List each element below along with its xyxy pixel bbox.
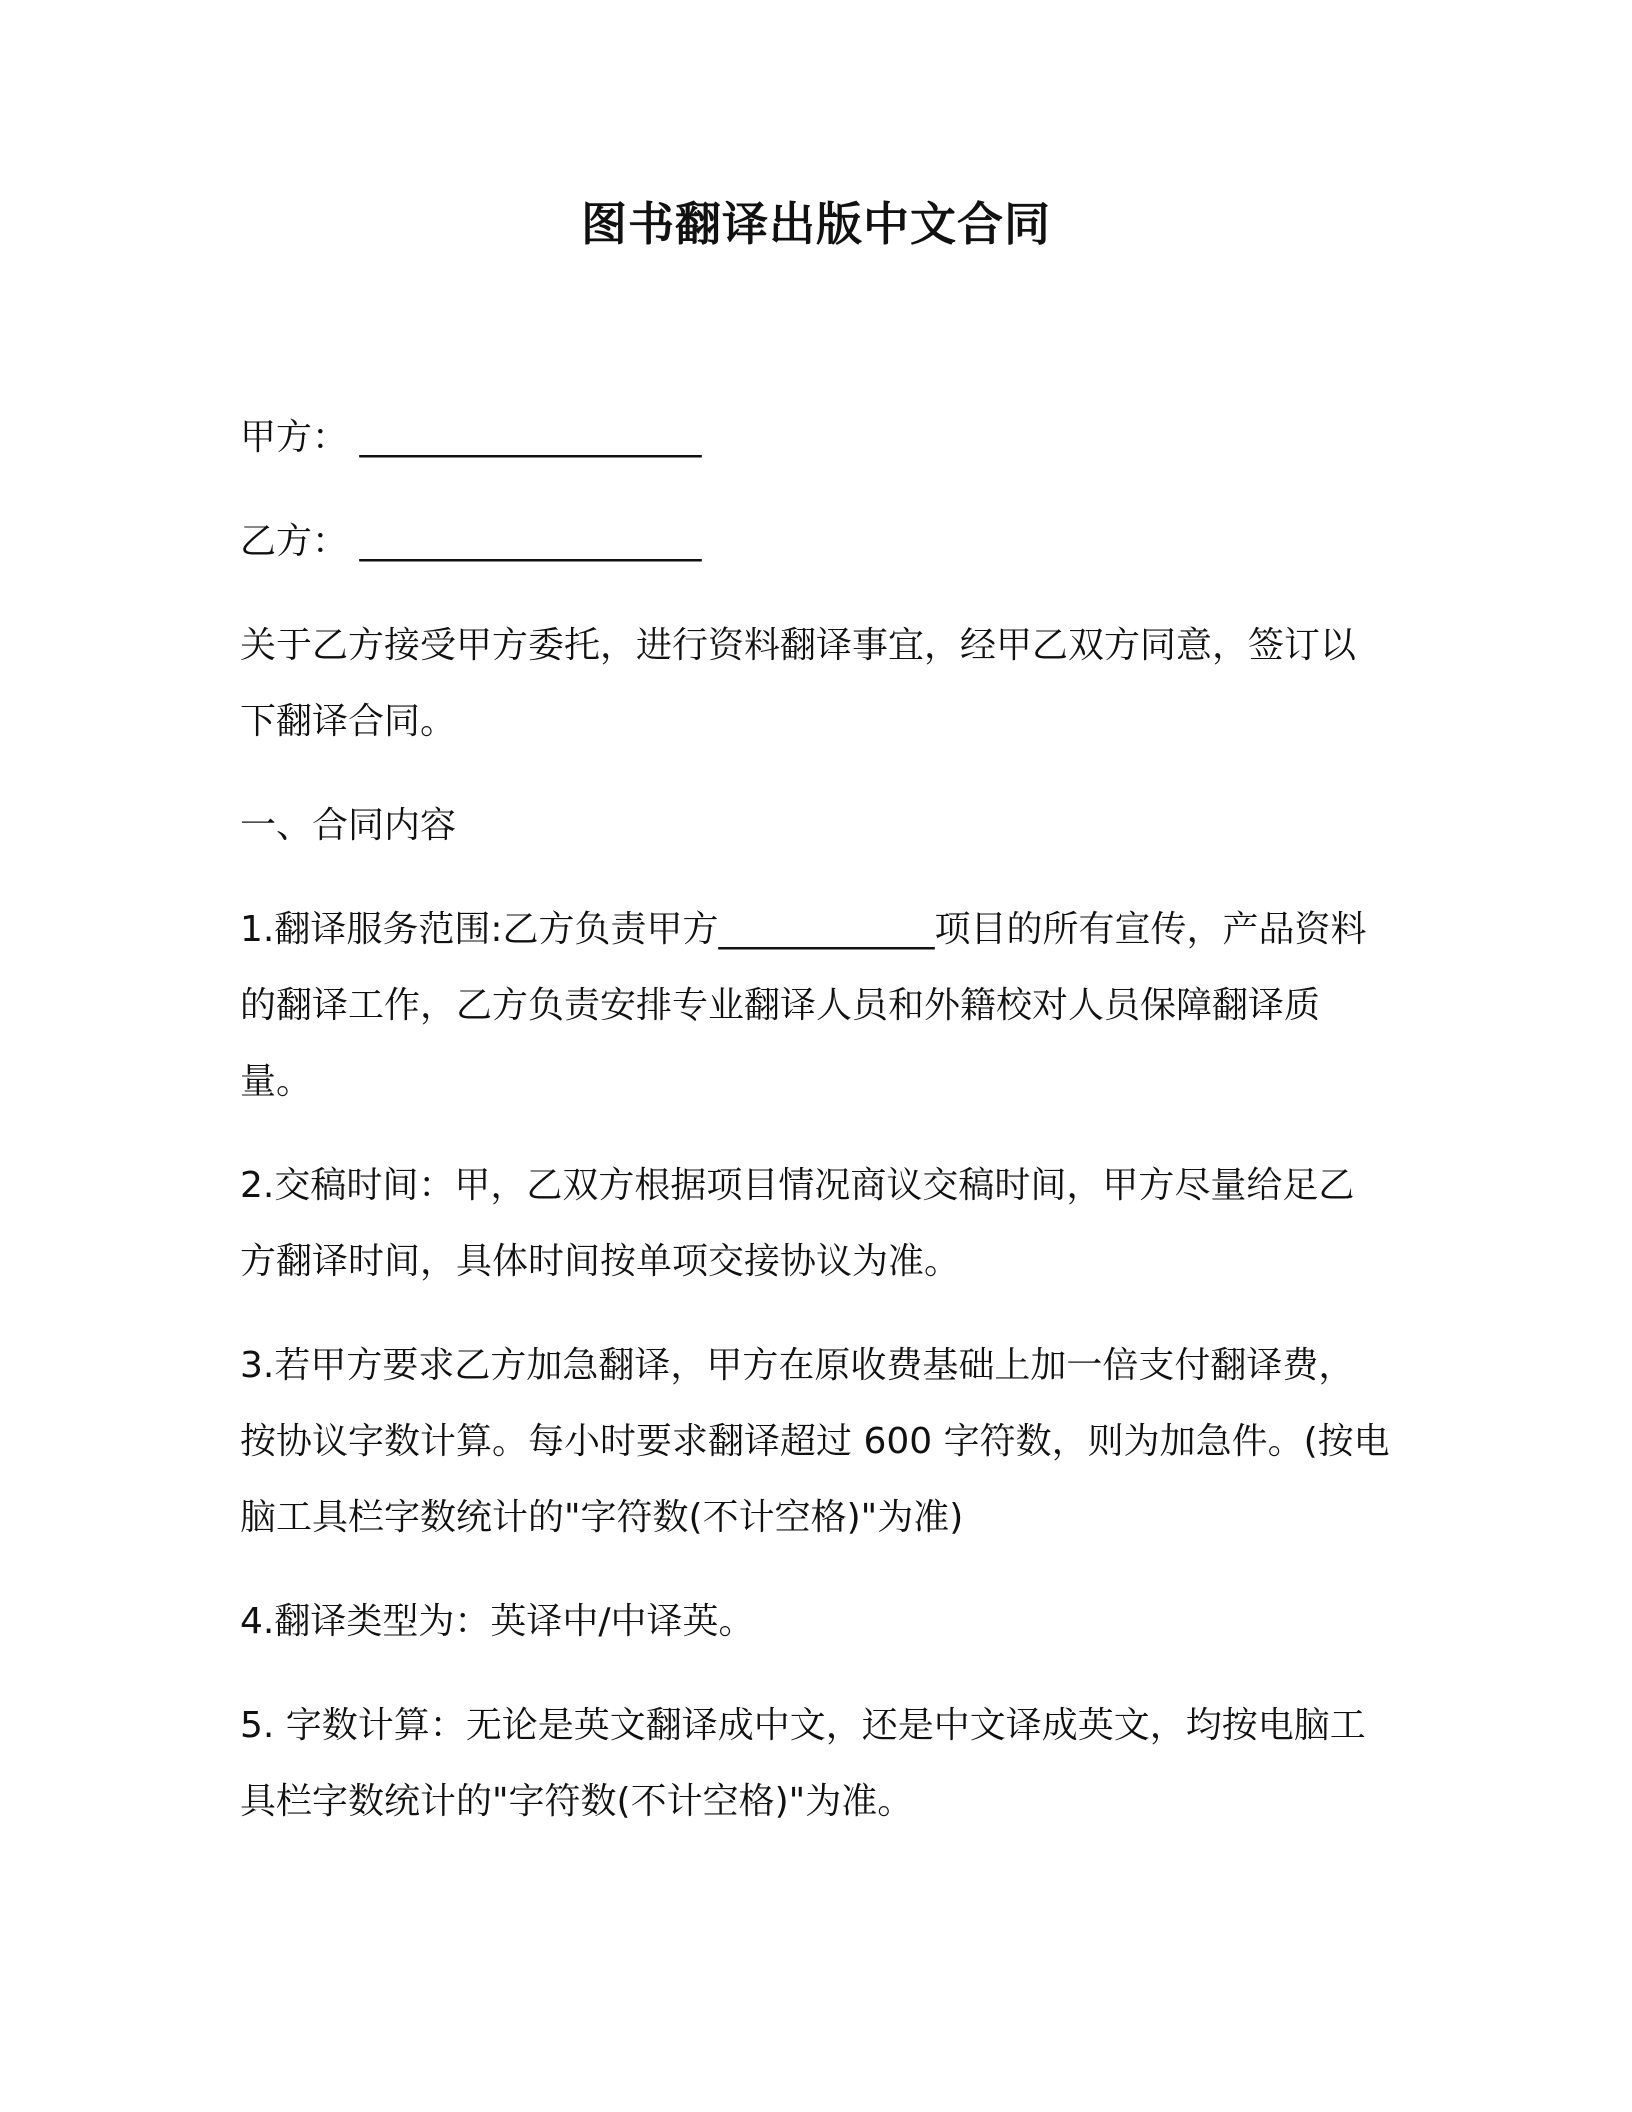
section-heading: 一、合同内容 (240, 805, 457, 846)
clause-3: 3.若甲方要求乙方加急翻译，甲方在原收费基础上加一倍支付翻译费，按协议字数计算。每小时要求翻译超过 600 字符数，则为加急件。(按电脑工具栏字数统计的"字符数(不计空格)"为准) (240, 1345, 1390, 1538)
clause-2: 2.交稿时间：甲，乙双方根据项目情况商议交稿时间，甲方尽量给足乙方翻译时间，具体时间按单项交接协议为准。 (240, 1165, 1355, 1282)
clause-4: 4.翻译类型为：英译中/中译英。 (240, 1601, 755, 1642)
party-b-line: 乙方： ___________________ (240, 521, 702, 562)
document-title: 图书翻译出版中文合同 (581, 197, 1051, 251)
document-body (240, 400, 1390, 1868)
clause-1: 1.翻译服务范围:乙方负责甲方____________项目的所有宣传，产品资料的翻译工作，乙方负责安排专业翻译人员和外籍校对人员保障翻译质量。 (240, 909, 1367, 1102)
intro-paragraph: 关于乙方接受甲方委托，进行资料翻译事宜，经甲乙双方同意，签订以下翻译合同。 (240, 625, 1357, 742)
clause-5: 5. 字数计算：无论是英文翻译成中文，还是中文译成英文，均按电脑工具栏字数统计的"字符数(不计空格)"为准。 (240, 1705, 1366, 1822)
party-a-line: 甲方： ___________________ (240, 417, 702, 458)
